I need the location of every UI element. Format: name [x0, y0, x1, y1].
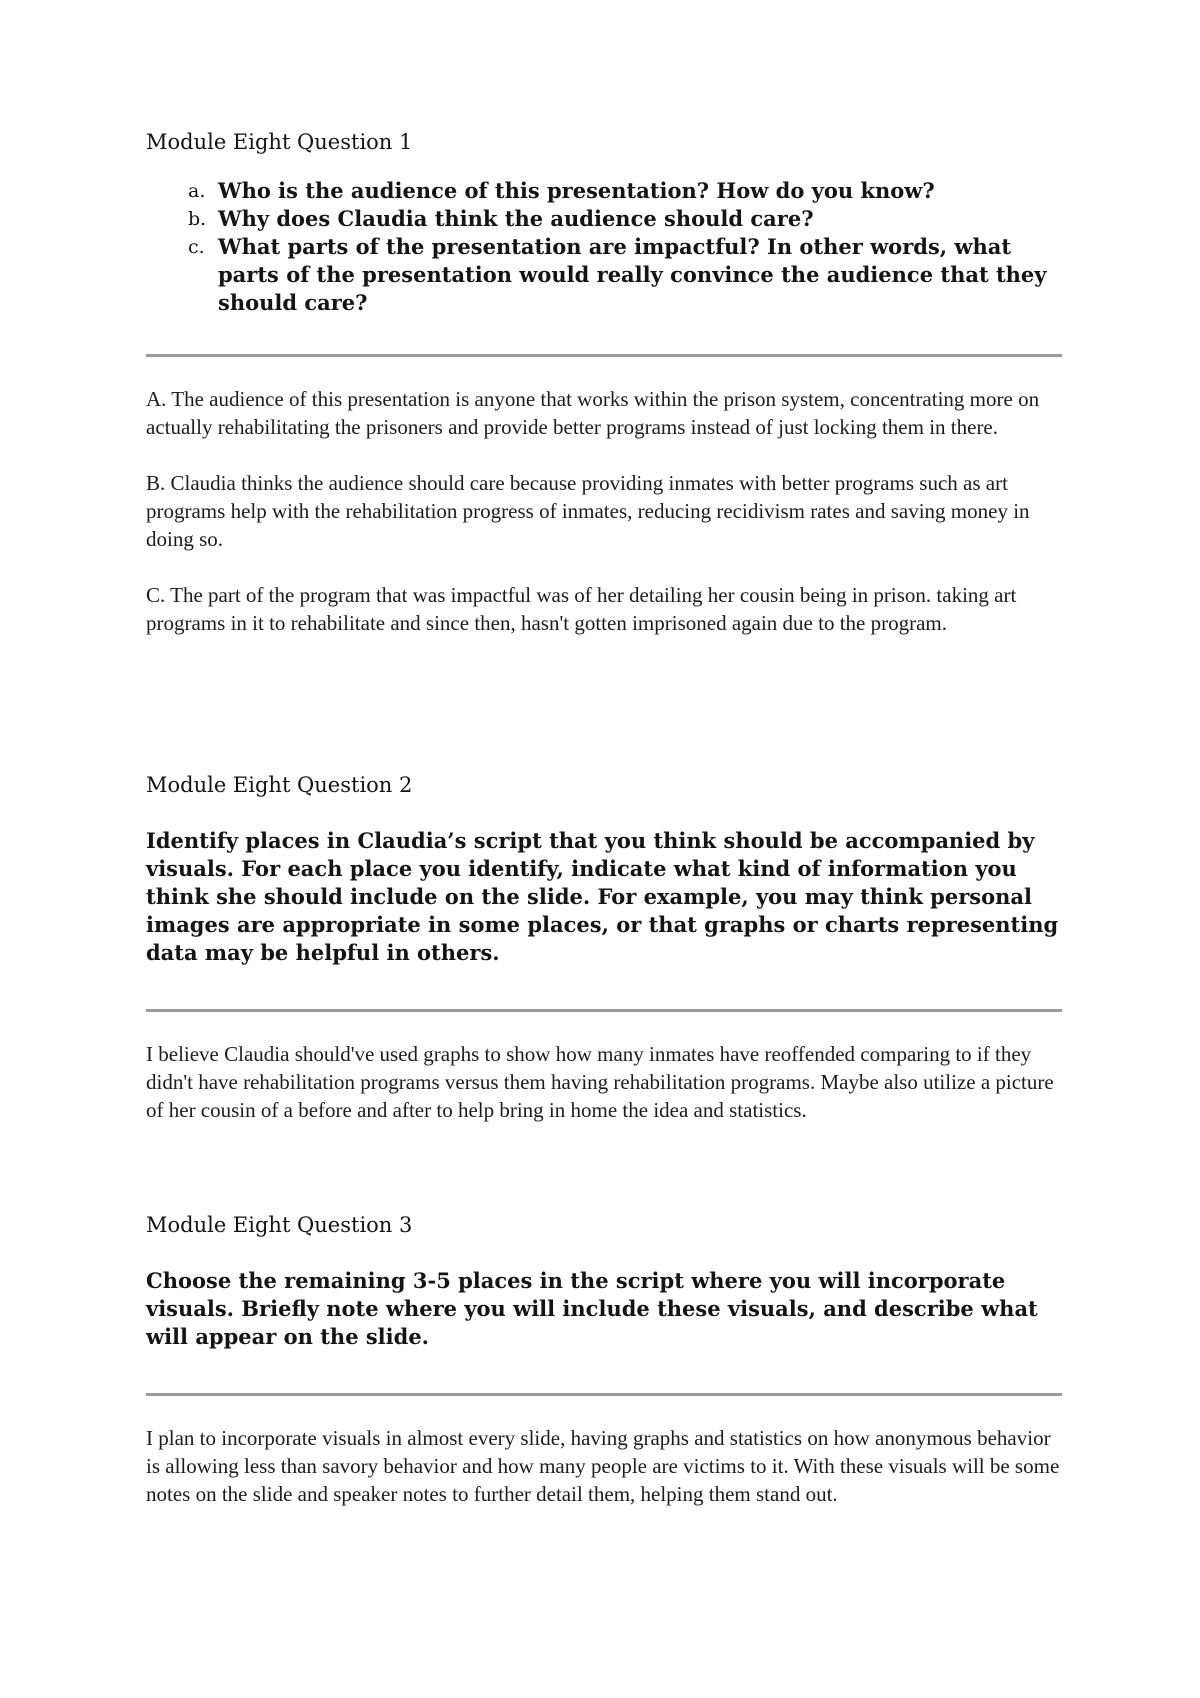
q1-item-c: [188, 233, 1062, 317]
q1-item-b: [188, 205, 1062, 233]
q1-item-a: [188, 177, 1062, 205]
q3-heading: Module Eight Question 3: [146, 1213, 413, 1237]
q1-answer-b: B. Claudia thinks the audience should care because providing inmates with better programs such as art programs help with the rehabilitation progress of inmates, reducing recidivism rates and saving money in doing so.: [146, 471, 1030, 551]
q1-answer-a: A. The audience of this presentation is anyone that works within the prison system, concentrating more on actually rehabilitating the prisoners and provide better programs instead of just locking them in there.: [146, 387, 1040, 439]
horizontal-rule: [146, 1009, 1062, 1012]
q2-prompt: Identify places in Claudia’s script that you think should be accompanied by visuals. For each place you identify, indicate what kind of information you think she should include on the slide. For example, you may think personal images are appropriate in some places, or that graphs or charts representing data may be helpful in others.: [146, 828, 1059, 965]
list-marker: a.: [188, 180, 206, 202]
q1-answer-c: C. The part of the program that was impactful was of her detailing her cousin being in prison. taking art programs in it to rehabilitate and since then, hasn't gotten imprisoned again due to the program.: [146, 583, 1017, 635]
list-marker: b.: [188, 208, 207, 230]
q2-section: [146, 771, 1062, 1124]
q2-answer: I believe Claudia should've used graphs to show how many inmates have reoffended comparing to if they didn't have rehabilitation programs versus them having rehabilitation programs. Maybe also utilize a picture of her cousin of a before and after to help bring in home the idea and statistics.: [146, 1042, 1054, 1122]
q3-section: [146, 1211, 1062, 1508]
q1-item-c-text: What parts of the presentation are impactful? In other words, what parts of the presentation would really convince the audience that they should care?: [218, 234, 1047, 315]
q2-heading: Module Eight Question 2: [146, 773, 413, 797]
q3-answer: I plan to incorporate visuals in almost every slide, having graphs and statistics on how anonymous behavior is allowing less than savory behavior and how many people are victims to it. With these visuals will be some notes on the slide and speaker notes to further detail them, helping them stand out.: [146, 1426, 1060, 1506]
document-body: [146, 128, 1062, 1506]
q1-heading: Module Eight Question 1: [146, 130, 413, 154]
q1-question-list: [146, 177, 1062, 317]
q1-answers: [146, 385, 1062, 637]
q1-item-a-text: Who is the audience of this presentation? How do you know?: [218, 178, 935, 203]
list-marker: c.: [188, 236, 205, 258]
q3-prompt: Choose the remaining 3-5 places in the script where you will incorporate visuals. Briefly note where you will include these visuals, and describe what will appear on the slide.: [146, 1268, 1038, 1349]
q1-item-b-text: Why does Claudia think the audience should care?: [218, 206, 814, 231]
horizontal-rule: [146, 354, 1062, 357]
horizontal-rule: [146, 1393, 1062, 1396]
